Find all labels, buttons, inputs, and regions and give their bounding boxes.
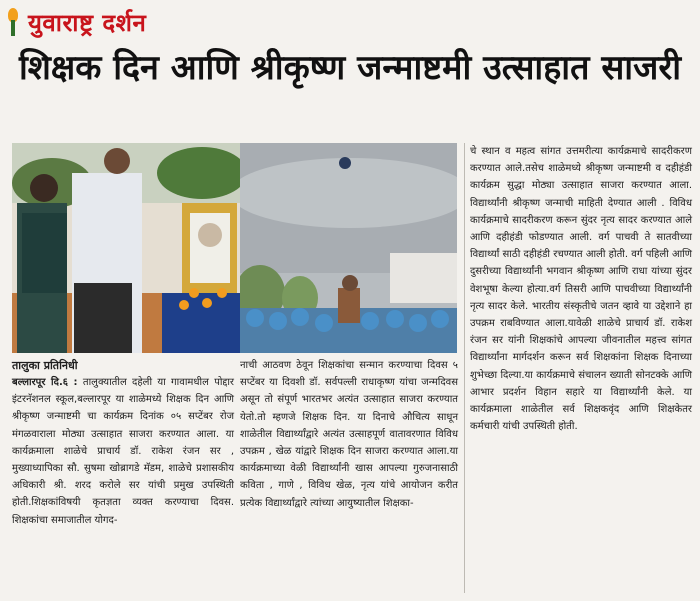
article-column-3 [470, 143, 692, 435]
article-text: चे स्थान व महत्व सांगत उत्तमरीत्या कार्यक्रमाचे सादरीकरण करण्यात आले.तसेच शाळेमध्ये श्रीकृष्ण जन्माष्टमी व दहीहंडी कार्यक्रम सुद्धा मोठ्या उत्साहात साजरा करण्यात आला. विद्यार्थ्यांनी श्रीकृष्ण जन्माची माहिती देण्यात आली . विविध कार्यक्रमाचे सादरीकरण करून सुंदर नृत्य सादर करण्यात आले आणि दहीहंडी फोडण्यात आली. वर्ग पाचवी ते सातवीच्या विद्यार्थ्यां साठी दहीहंडी रचण्यात आली होती. वर्ग पहिली आणि दुसरीच्या विद्यार्थ्यांनी भगवान श्रीकृष्ण आणि राधा यांच्या सुंदर वेशभूषा केल्या होत्या.वर्ग तिसरी आणि पाचवीच्या विद्यार्थ्यांनी नृत्य सादर केले. भारतीय संस्कृतीचे जतन व्हावे या उद्देशाने हा उपक्रम राबविण्यात आला.यावेळी शाळेचे प्राचार्य डॉ. राकेश रंजन सर यांनी शिक्षकांचे आपल्या जीवनातील महत्त्व सांगत विद्यार्थ्यांना मार्गदर्शन करून सर्व शिक्षकांना शिक्षक दिनाच्या शुभेच्छा दिल्या.या कार्यक्रमाचे संचालन ख्याती सोनटक्के आणि आभार प्रदर्शन विहान सहारे या विद्यार्थ्यांनी केले. या कार्यक्रमाला शाळेतील सर्व शिक्षकवृंद आणि शिक्षकेतर कर्मचारी यांची उपस्थिती होती. [470, 146, 692, 433]
torch-icon [4, 6, 22, 38]
article-text: नाची आठवण ठेवून शिक्षकांचा सन्मान करण्याचा दिवस ५ सप्टेंबर या दिवशी डॉ. सर्वपल्ली राधाकृष्ण यांचा जन्मदिवस असून तो संपूर्ण भारतभर अत्यंत उत्साहात साजरा करण्यात येतो.तो म्हणजे शिक्षक दिन. या दिनाचे औचित्य साधून शाळेतील विद्यार्थ्यांद्वारे अत्यंत उत्साहपूर्ण वातावरणात विविध उपक्रम , खेळ यांद्वारे शिक्षक दिन साजरा करण्यात आला.या कार्यक्रमाच्या वेळी विद्यार्थ्यांनी खास आपल्या गुरुजनासाठी कविता , गाणे , विविध खेळ, नृत्य यांचे आयोजन करीत प्रत्येक विद्यार्थ्यांद्वारे त्यांच्या आयुष्यातील शिक्षका- [240, 360, 458, 509]
teachers-day-ceremony-photo [12, 143, 240, 353]
dateline: बल्लारपूर दि.६ : [12, 377, 78, 388]
article-photos [12, 143, 457, 353]
column-divider [464, 143, 465, 593]
article-headline: शिक्षक दिन आणि श्रीकृष्ण जन्माष्टमी उत्साहात साजरी [18, 48, 682, 88]
article-column-2 [240, 357, 458, 512]
article-column-1 [12, 357, 234, 529]
dahihandi-celebration-photo [240, 143, 457, 353]
masthead [4, 4, 146, 40]
newspaper-name: युवाराष्ट्र दर्शन [28, 8, 147, 37]
byline: तालुका प्रतिनिधी [12, 359, 78, 372]
article-text: तालुक्यातील दहेली या गावामधील पोद्दार इंटरनॅशनल स्कूल,बल्लारपूर या शाळेमध्ये शिक्षक दिन आणि श्रीकृष्ण जन्माष्टमी चा कार्यक्रम दिनांक ०५ सप्टेंबर रोज मंगळवाराला मोठ्या उत्साहात साजरा करण्यात आला. या कार्यक्रमाला शाळेचे प्राचार्य डॉ. राकेश रंजन सर , मुख्याध्यापिका सौ. सुषमा खोब्रागडे मॅडम, शाळेचे प्रशासकीय अधिकारी श्री. शरद करोले सर यांची प्रमुख उपस्थिती होती.शिक्षकांविषयी कृतज्ञता व्यक्त करण्याचा दिवस. शिक्षकांचा समाजातील योगद- [12, 377, 235, 526]
